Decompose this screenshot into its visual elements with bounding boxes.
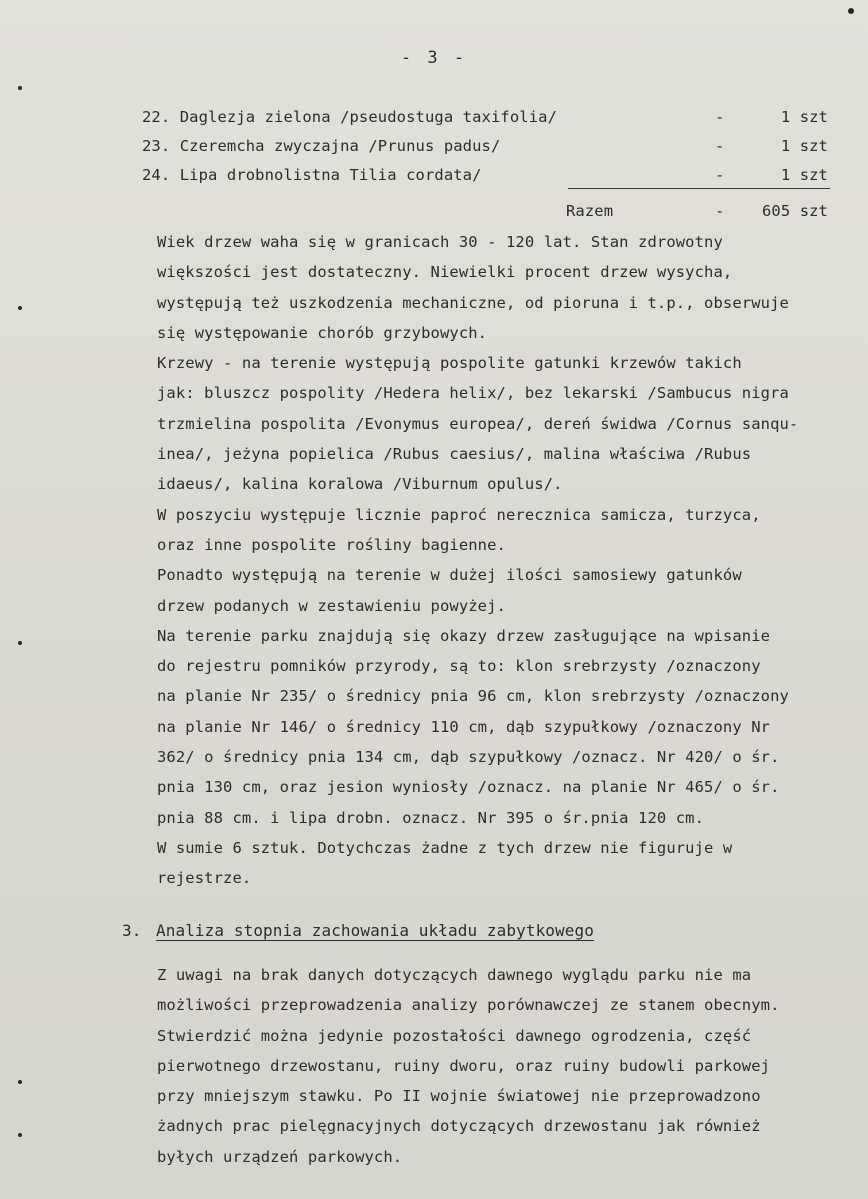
sum-rule — [568, 188, 830, 189]
text-line: W sumie 6 sztuk. Dotychczas żadne z tych drzew nie figuruje w — [157, 838, 733, 857]
text-line: 362/ o średnicy pnia 134 cm, dąb szypułkowy /oznacz. Nr 420/ o śr. — [157, 748, 780, 767]
margin-dot — [18, 1080, 22, 1084]
text-line: jak: bluszcz pospolity /Hedera helix/, bez lekarski /Sambucus nigra — [157, 384, 789, 403]
text-line: drzew podanych w zestawieniu powyżej. — [157, 596, 506, 615]
list-item — [142, 166, 832, 195]
species-quantity: 1 szt — [780, 108, 828, 126]
text-line: idaeus/, kalina koralowa /Viburnum opulus/. — [157, 475, 563, 494]
margin-dot — [18, 1133, 22, 1137]
total-row — [142, 202, 832, 224]
species-name: 23. Czeremcha zwyczajna /Prunus padus/ — [142, 137, 501, 155]
text-line: trzmielina pospolita /Evonymus europea/, dereń świdwa /Cornus sanqu- — [157, 414, 799, 433]
margin-dot — [18, 306, 22, 310]
section-paragraph — [157, 960, 857, 1172]
species-name: 22. Daglezja zielona /pseudostuga taxifolia/ — [142, 108, 557, 126]
text-line: Stwierdzić można jedynie pozostałości dawnego ogrodzenia, część — [157, 1026, 752, 1045]
text-line: na planie Nr 146/ o średnicy 110 cm, dąb szypułkowy /oznaczony Nr — [157, 717, 771, 736]
page-number: - 3 - — [400, 48, 468, 68]
species-list — [142, 108, 832, 195]
species-name: 24. Lipa drobnolistna Tilia cordata/ — [142, 166, 482, 184]
text-line: rejestrze. — [157, 869, 252, 888]
margin-dot — [18, 641, 22, 645]
margin-dot — [18, 86, 22, 90]
text-line: się występowanie chorób grzybowych. — [157, 323, 488, 342]
text-line: na planie Nr 235/ o średnicy pnia 96 cm, klon srebrzysty /oznaczony — [157, 687, 789, 706]
description-paragraph — [157, 227, 857, 894]
section-number: 3. — [122, 921, 142, 940]
text-line: występują też uszkodzenia mechaniczne, od pioruna i t.p., obserwuje — [157, 293, 789, 312]
species-quantity: 1 szt — [780, 137, 828, 155]
species-dash: - — [715, 166, 725, 184]
text-line: większości jest dostateczny. Niewielki procent drzew wysycha, — [157, 263, 733, 282]
text-line: pierwotnego drzewostanu, ruiny dworu, oraz ruiny budowli parkowej — [157, 1056, 771, 1075]
text-line: oraz inne pospolite rośliny bagienne. — [157, 535, 506, 554]
text-line: do rejestru pomników przyrody, są to: klon srebrzysty /oznaczony — [157, 657, 761, 676]
text-line: Na terenie parku znajdują się okazy drzew zasługujące na wpisanie — [157, 626, 771, 645]
text-line: Z uwagi na brak danych dotyczących dawnego wyglądu parku nie ma — [157, 966, 752, 984]
list-item — [142, 137, 832, 166]
list-item — [142, 108, 832, 137]
text-line: Ponadto występują na terenie w dużej ilości samosiewy gatunków — [157, 566, 742, 585]
species-quantity: 1 szt — [780, 166, 828, 184]
total-quantity: 605 szt — [761, 202, 828, 220]
text-line: Wiek drzew waha się w granicach 30 - 120 lat. Stan zdrowotny — [157, 233, 723, 251]
text-line: Krzewy - na terenie występują pospolite gatunki krzewów takich — [157, 354, 742, 373]
total-dash: - — [715, 202, 725, 220]
section-title: Analiza stopnia zachowania układu zabytkowego — [156, 921, 594, 940]
text-line: W poszyciu występuje licznie paproć nerecznica samicza, turzyca, — [157, 505, 761, 524]
text-line: inea/, jeżyna popielica /Rubus caesius/, malina właściwa /Rubus — [157, 445, 752, 464]
text-line: pnia 88 cm. i lipa drobn. oznacz. Nr 395 o śr.pnia 120 cm. — [157, 808, 705, 827]
text-line: pnia 130 cm, oraz jesion wyniosły /oznacz. na planie Nr 465/ o śr. — [157, 778, 780, 797]
section-heading — [122, 921, 594, 940]
text-line: możliwości przeprowadzenia analizy porównawczej ze stanem obecnym. — [157, 996, 780, 1015]
species-dash: - — [715, 108, 725, 126]
text-line: przy mniejszym stawku. Po II wojnie światowej nie przeprowadzono — [157, 1087, 761, 1106]
text-line: byłych urządzeń parkowych. — [157, 1147, 403, 1166]
species-dash: - — [715, 137, 725, 155]
corner-mark — [848, 8, 854, 14]
total-label: Razem — [566, 202, 614, 220]
text-line: żadnych prac pielęgnacyjnych dotyczących drzewostanu jak również — [157, 1117, 761, 1136]
